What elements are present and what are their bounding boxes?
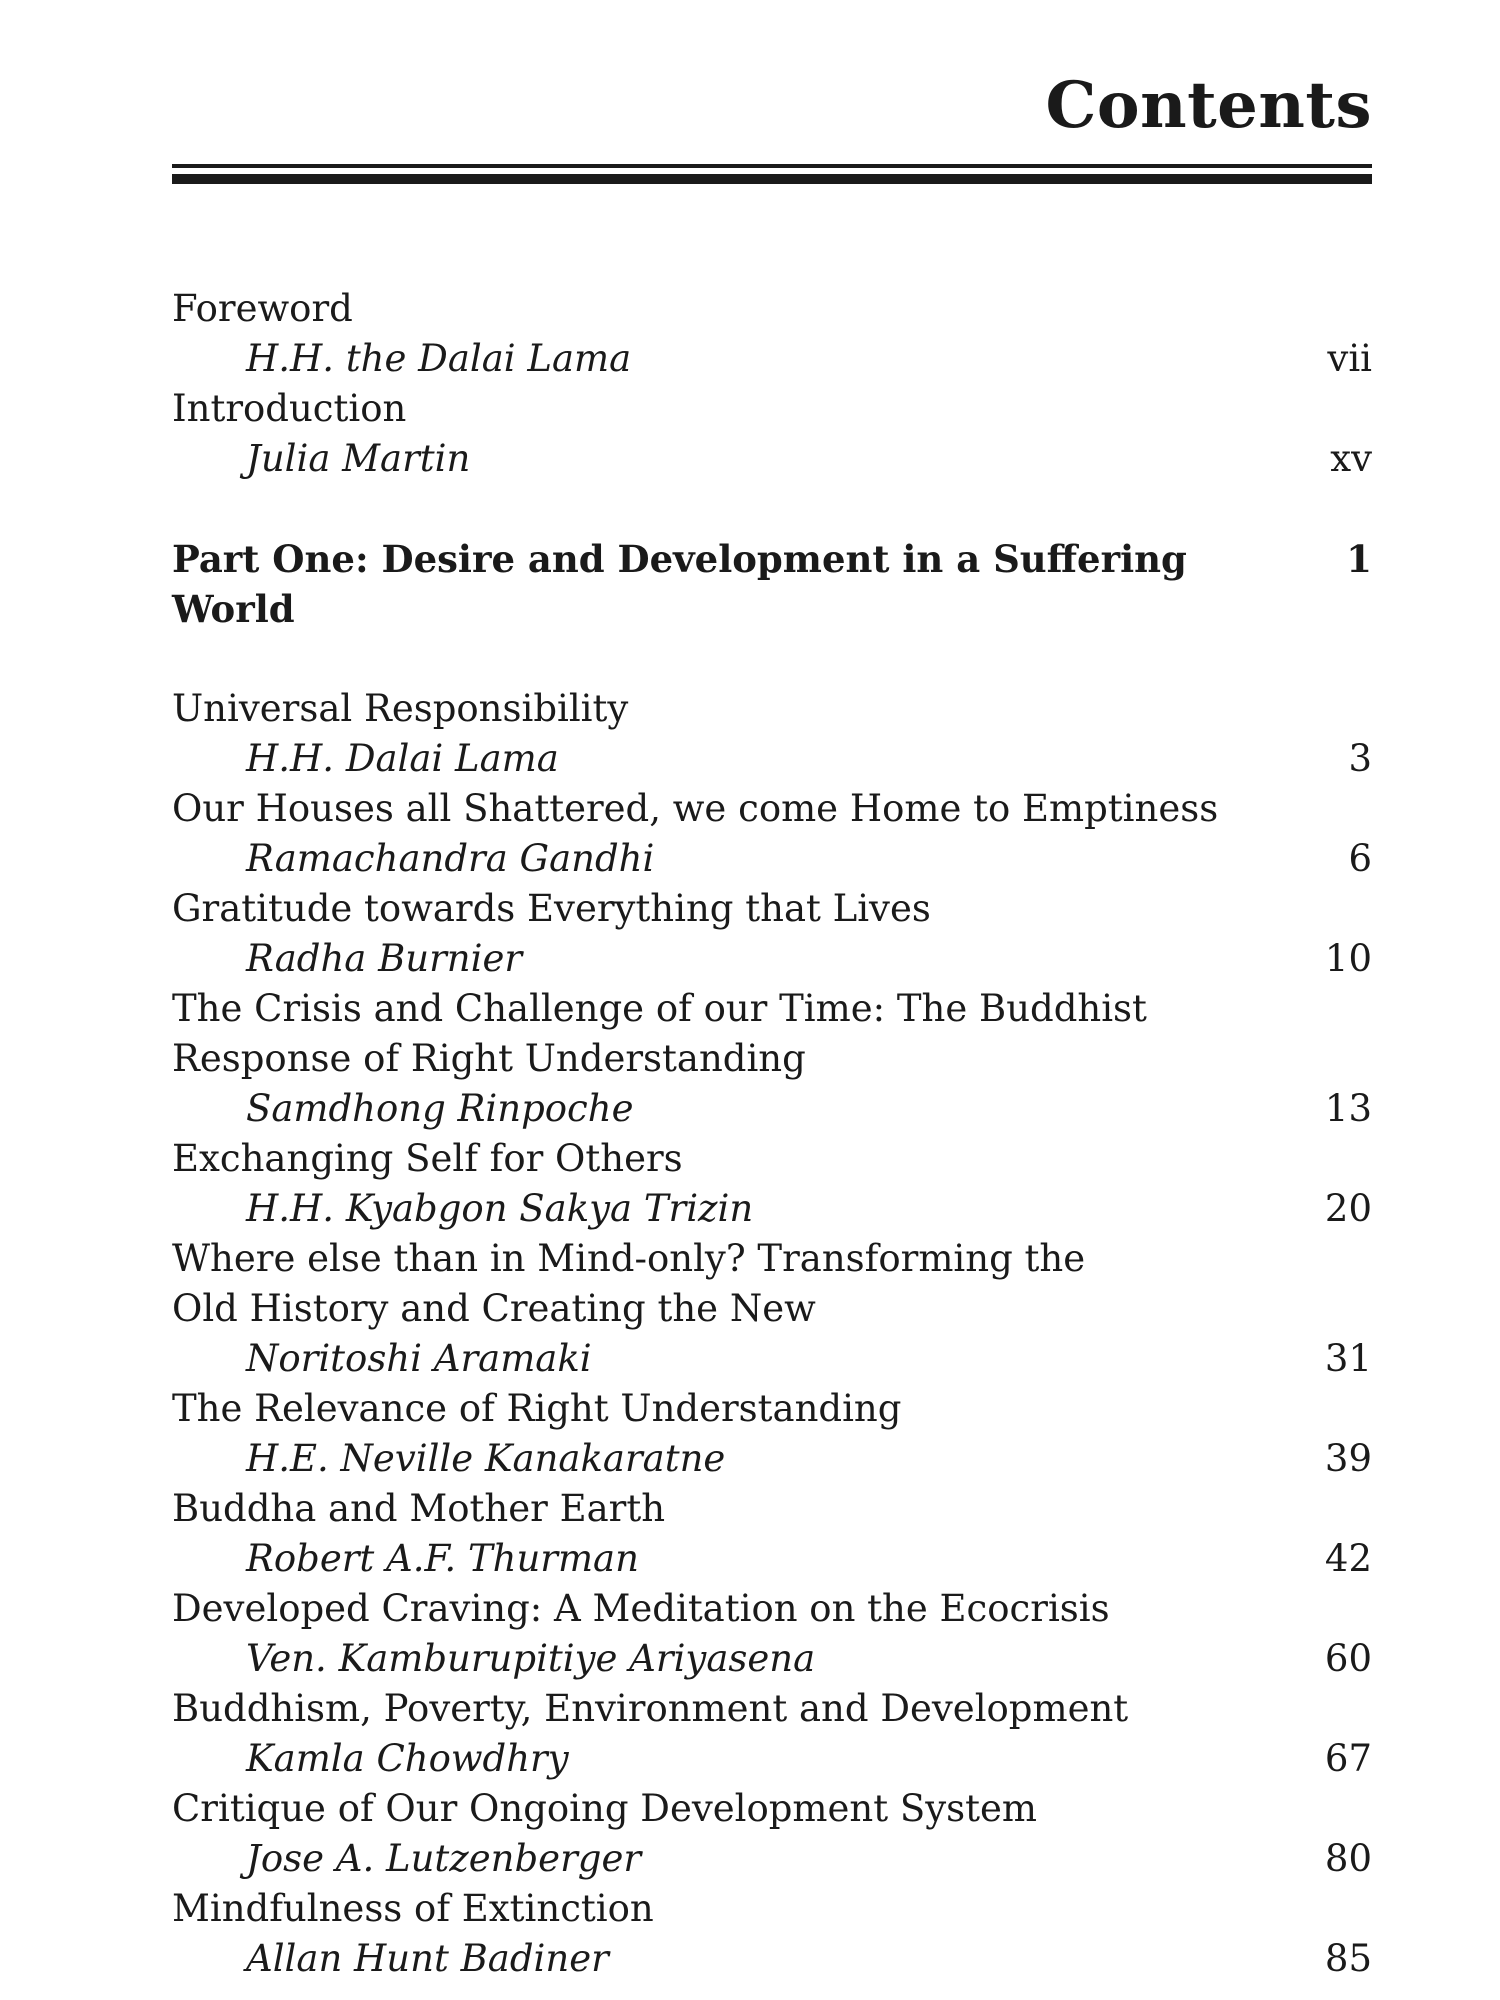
entry-author: Ven. Kamburupitiye Ariyasena: [246, 1637, 816, 1680]
entry-author-row: [172, 934, 1372, 984]
entry-author: Kamla Chowdhry: [246, 1737, 569, 1780]
entry-author-row: [172, 434, 1372, 484]
entry-author-row: [172, 334, 1372, 384]
entry-title-line: Gratitude towards Everything that Lives: [172, 887, 931, 930]
spacer: [172, 484, 1372, 534]
entry-page-number: vii: [1327, 337, 1372, 380]
entry-author-row: [172, 834, 1372, 884]
toc-entry: [172, 384, 1372, 484]
entry-author: Radha Burnier: [246, 937, 523, 980]
entry-title-line: Universal Responsibility: [172, 687, 629, 730]
entry-title-line: Mindfulness of Extinction: [172, 1887, 654, 1930]
entry-author: H.H. the Dalai Lama: [246, 337, 632, 380]
entry-author: Noritoshi Aramaki: [246, 1337, 592, 1380]
entry-page-number: 67: [1324, 1737, 1372, 1780]
title-rule-thin: [172, 164, 1372, 168]
entry-page-number: 31: [1324, 1337, 1372, 1380]
toc-entry: [172, 1234, 1372, 1384]
toc-entry: [172, 684, 1372, 784]
entry-page-number: 3: [1348, 737, 1372, 780]
spacer: [172, 634, 1372, 684]
entry-title-line: Introduction: [172, 387, 407, 430]
entry-page-number: 60: [1324, 1637, 1372, 1680]
entry-page-number: 13: [1324, 1087, 1372, 1130]
toc-entry: [172, 284, 1372, 384]
entry-author-row: [172, 734, 1372, 784]
entry-author-row: [172, 1834, 1372, 1884]
entry-title-line: The Crisis and Challenge of our Time: The Buddhist: [172, 987, 1147, 1030]
toc-entry: [172, 1584, 1372, 1684]
toc-entry: [172, 1484, 1372, 1584]
table-of-contents: [172, 284, 1372, 1984]
toc-entry: [172, 984, 1372, 1134]
entry-title-line: Old History and Creating the New: [172, 1287, 816, 1330]
entry-title-line: Buddha and Mother Earth: [172, 1487, 666, 1530]
entry-title-line: Buddhism, Poverty, Environment and Development: [172, 1687, 1129, 1730]
entry-author: Allan Hunt Badiner: [246, 1937, 609, 1980]
entry-page-number: 10: [1324, 937, 1372, 980]
entry-page-number: 80: [1324, 1837, 1372, 1880]
entry-title-line: Critique of Our Ongoing Development System: [172, 1787, 1037, 1830]
entry-page-number: 6: [1348, 837, 1372, 880]
toc-entry: [172, 1784, 1372, 1884]
part-heading-row: [172, 534, 1372, 634]
entry-author-row: [172, 1334, 1372, 1384]
entry-page-number: 20: [1324, 1187, 1372, 1230]
entry-author: H.H. Kyabgon Sakya Trizin: [246, 1187, 754, 1230]
entry-title-line: Foreword: [172, 287, 353, 330]
entry-author-row: [172, 1084, 1372, 1134]
entry-title-line: Our Houses all Shattered, we come Home to Emptiness: [172, 787, 1219, 830]
entry-title-line: The Relevance of Right Understanding: [172, 1387, 902, 1430]
entry-page-number: xv: [1330, 437, 1372, 480]
toc-entry: [172, 1884, 1372, 1984]
page-title: Contents: [1045, 68, 1372, 143]
toc-entry: [172, 1384, 1372, 1484]
part-title: Part One: Desire and Development in a Suffering World: [172, 537, 1187, 631]
entry-title-line: Developed Craving: A Meditation on the Ecocrisis: [172, 1587, 1110, 1630]
entry-author-row: [172, 1534, 1372, 1584]
entry-author: H.H. Dalai Lama: [246, 737, 559, 780]
entry-title-line: Response of Right Understanding: [172, 1037, 806, 1080]
entry-page-number: 42: [1324, 1537, 1372, 1580]
entry-author: Jose A. Lutzenberger: [246, 1837, 642, 1880]
entry-author: Ramachandra Gandhi: [246, 837, 655, 880]
entry-author-row: [172, 1434, 1372, 1484]
entry-title-line: Exchanging Self for Others: [172, 1137, 683, 1180]
entry-author: Robert A.F. Thurman: [246, 1537, 639, 1580]
toc-entry: [172, 884, 1372, 984]
part-page-number: 1: [1346, 537, 1372, 581]
entry-author-row: [172, 1734, 1372, 1784]
title-rule-thick: [172, 174, 1372, 184]
toc-entry: [172, 784, 1372, 884]
toc-entry: [172, 1684, 1372, 1784]
contents-entries-list: [172, 684, 1372, 1984]
front-matter-list: [172, 284, 1372, 484]
entry-author-row: [172, 1184, 1372, 1234]
entry-author: Samdhong Rinpoche: [246, 1087, 634, 1130]
entry-author-row: [172, 1634, 1372, 1684]
entry-title-line: Where else than in Mind-only? Transforming the: [172, 1237, 1086, 1280]
entry-author-row: [172, 1934, 1372, 1984]
toc-entry: [172, 1134, 1372, 1234]
entry-author: H.E. Neville Kanakaratne: [246, 1437, 726, 1480]
entry-page-number: 39: [1324, 1437, 1372, 1480]
entry-author: Julia Martin: [246, 437, 471, 480]
entry-page-number: 85: [1324, 1937, 1372, 1980]
